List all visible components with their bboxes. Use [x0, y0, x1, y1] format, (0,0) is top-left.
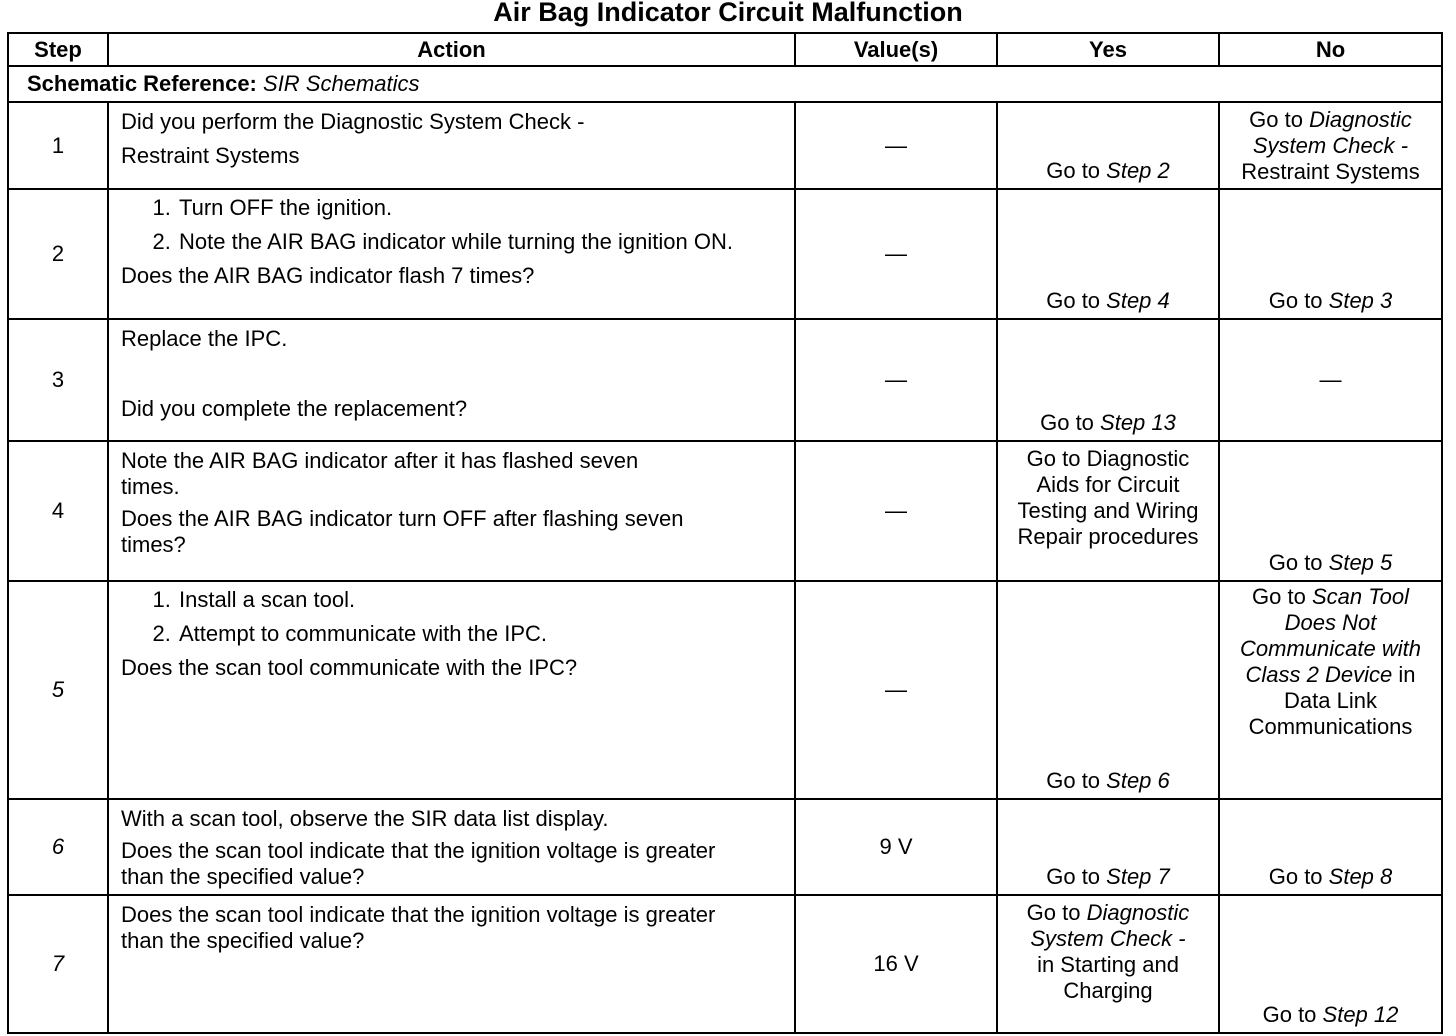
table-row [8, 799, 1442, 895]
step-number: 1 [8, 102, 108, 189]
diagnostic-system-check-link[interactable]: Diagnostic System Check - [1030, 900, 1190, 951]
step-number: 7 [8, 895, 108, 1033]
diagnostic-aids-link[interactable]: Go to Diagnostic Aids for Circuit Testing and Wiring Repair procedures [1017, 446, 1199, 549]
value-cell: — [795, 319, 997, 441]
table-row [8, 581, 1442, 799]
action-cell [108, 799, 795, 895]
value-cell: — [795, 441, 997, 581]
step-link[interactable]: Step 5 [1328, 550, 1393, 575]
list-item: 2. Attempt to communicate with the IPC. [177, 621, 784, 647]
table-row [8, 102, 1442, 189]
action-text: Restraint Systems [121, 143, 300, 168]
header-yes: Yes [997, 33, 1219, 66]
header-step: Step [8, 33, 108, 66]
value-cell: — [795, 189, 997, 319]
step-number: 6 [8, 799, 108, 895]
table-row [8, 319, 1442, 441]
table-row [8, 189, 1442, 319]
value-cell: 9 V [795, 799, 997, 895]
diagnostic-system-check-link[interactable]: Diagnostic System Check - [1252, 107, 1412, 158]
list-item: 1. Install a scan tool. [177, 587, 784, 613]
action-text: With a scan tool, observe the SIR data list display. [121, 806, 609, 831]
value-cell: 16 V [795, 895, 997, 1033]
action-cell [108, 581, 795, 799]
no-cell: — [1219, 319, 1442, 441]
action-text: Replace the IPC. [121, 326, 288, 351]
step-link[interactable]: Step 12 [1322, 1002, 1399, 1027]
action-cell [108, 441, 795, 581]
page-title: Air Bag Indicator Circuit Malfunction [493, 0, 963, 27]
action-question: Does the scan tool communicate with the IPC? [121, 655, 578, 680]
scan-tool-link[interactable]: Scan Tool Does Not Communicate with Class 2 Device [1240, 584, 1421, 687]
action-cell [108, 189, 795, 319]
no-cell: Go to Step 12 [1219, 895, 1442, 1033]
yes-cell: Go to Step 2 [997, 102, 1219, 189]
step-number: 5 [8, 581, 108, 799]
header-values: Value(s) [795, 33, 997, 66]
action-cell [108, 102, 795, 189]
action-question: Does the AIR BAG indicator turn OFF after flashing seven times? [121, 506, 684, 557]
step-number: 3 [8, 319, 108, 441]
schematic-reference-label: Schematic Reference: [27, 71, 257, 96]
action-cell [108, 319, 795, 441]
schematic-reference-row [8, 66, 1442, 102]
action-text: Note the AIR BAG indicator after it has flashed seven times. [121, 448, 639, 499]
yes-cell: Go to Step 13 [997, 319, 1219, 441]
no-cell: Go to Scan Tool Does Not Communicate with Class 2 Device in Data Link Communications [1219, 581, 1442, 799]
yes-cell: Go to Step 6 [997, 581, 1219, 799]
action-question: Does the scan tool indicate that the ignition voltage is greater than the specified value? [121, 838, 716, 889]
value-cell: — [795, 581, 997, 799]
step-number: 2 [8, 189, 108, 319]
list-item: 2. Note the AIR BAG indicator while turning the ignition ON. [177, 229, 784, 255]
step-link[interactable]: Step 3 [1328, 288, 1393, 313]
step-link[interactable]: Step 2 [1106, 158, 1170, 183]
step-link[interactable]: Step 13 [1100, 410, 1176, 435]
value-cell: — [795, 102, 997, 189]
step-link[interactable]: Step 4 [1106, 288, 1170, 313]
action-question: Does the AIR BAG indicator flash 7 times? [121, 263, 535, 288]
table-row [8, 895, 1442, 1033]
yes-cell: Go to Step 4 [997, 189, 1219, 319]
action-cell [108, 895, 795, 1033]
step-number: 4 [8, 441, 108, 581]
action-list [121, 587, 784, 647]
no-cell: Go to Step 5 [1219, 441, 1442, 581]
step-link[interactable]: Step 6 [1106, 768, 1170, 793]
schematic-reference [8, 66, 1442, 102]
step-link[interactable]: Step 7 [1106, 864, 1170, 889]
no-cell: Go to Step 3 [1219, 189, 1442, 319]
step-link[interactable]: Step 8 [1328, 864, 1393, 889]
yes-cell [997, 441, 1219, 581]
action-question: Does the scan tool indicate that the ignition voltage is greater than the specified value? [121, 902, 716, 953]
action-text: Did you perform the Diagnostic System Check - [121, 109, 585, 134]
table-row [8, 441, 1442, 581]
action-list [121, 195, 784, 255]
no-cell: Go to Diagnostic System Check - Restraint Systems [1219, 102, 1442, 189]
action-question: Did you complete the replacement? [121, 396, 468, 421]
diagnostic-table [7, 32, 1443, 1034]
list-item: 1. Turn OFF the ignition. [177, 195, 784, 221]
schematic-reference-link[interactable]: SIR Schematics [263, 71, 420, 96]
yes-cell: Go to Step 7 [997, 799, 1219, 895]
header-row [8, 33, 1442, 66]
header-no: No [1219, 33, 1442, 66]
no-cell: Go to Step 8 [1219, 799, 1442, 895]
yes-cell: Go to Diagnostic System Check - in Starting and Charging [997, 895, 1219, 1033]
header-action: Action [108, 33, 795, 66]
